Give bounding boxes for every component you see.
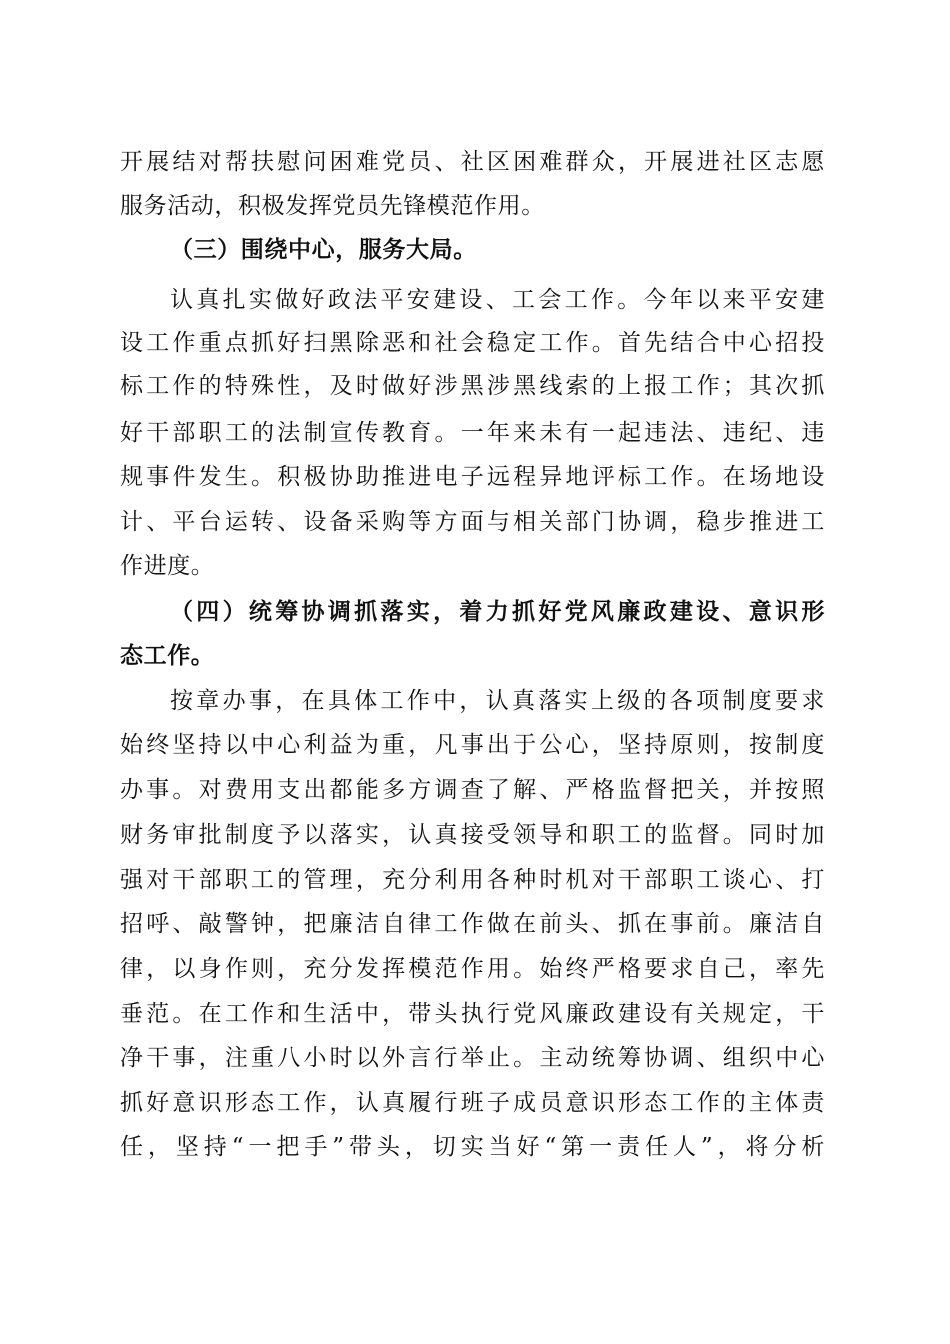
text-line: 计、平台运转、设备采购等方面与相关部门协调，稳步推进工 [120,509,825,535]
text-line: 律，以身作则，充分发挥模范作用。始终严格要求自己，率先 [120,956,825,982]
text-line: 规事件发生。积极协助推进电子远程异地评标工作。在场地设 [120,464,825,490]
text-line: 作进度。 [120,553,215,579]
text-line: 净干事，注重八小时以外言行举止。主动统筹协调、组织中心 [120,1045,825,1071]
text-line: 认真扎实做好政法平安建设、工会工作。今年以来平安建 [170,287,825,313]
text-line: 招呼、敲警钟，把廉洁自律工作做在前头、抓在事前。廉洁自 [120,911,825,937]
text-line: 标工作的特殊性，及时做好涉黑涉黑线索的上报工作；其次抓 [120,373,825,399]
text-line: 办事。对费用支出都能多方调查了解、严格监督把关，并按照 [120,777,825,803]
text-line: 服务活动，积极发挥党员先锋模范作用。 [120,193,545,219]
section-heading-3: （三）围绕中心，服务大局。 [170,236,477,263]
text-line: 任，坚持“一把手”带头，切实当好“第一责任人”，将分析 [120,1134,825,1160]
section-heading-4-cont: 态工作。 [120,642,215,669]
text-line: 按章办事，在具体工作中，认真落实上级的各项制度要求 [170,688,825,714]
text-line: 设工作重点抓好扫黑除恶和社会稳定工作。首先结合中心招投 [120,330,825,356]
text-line: 好干部职工的法制宣传教育。一年来未有一起违法、违纪、违 [120,420,825,446]
text-line: 抓好意识形态工作，认真履行班子成员意识形态工作的主体责 [120,1090,825,1116]
section-heading-4: （四）统筹协调抓落实，着力抓好党风廉政建设、意识形 [170,598,825,625]
text-line: 财务审批制度予以落实，认真接受领导和职工的监督。同时加 [120,822,825,848]
text-line: 始终坚持以中心利益为重，凡事出于公心，坚持原则，按制度 [120,732,825,758]
text-line: 垂范。在工作和生活中，带头执行党风廉政建设有关规定，干 [120,1001,825,1027]
text-line: 开展结对帮扶慰问困难党员、社区困难群众，开展进社区志愿 [120,149,825,175]
text-line: 强对干部职工的管理，充分利用各种时机对干部职工谈心、打 [120,867,825,893]
